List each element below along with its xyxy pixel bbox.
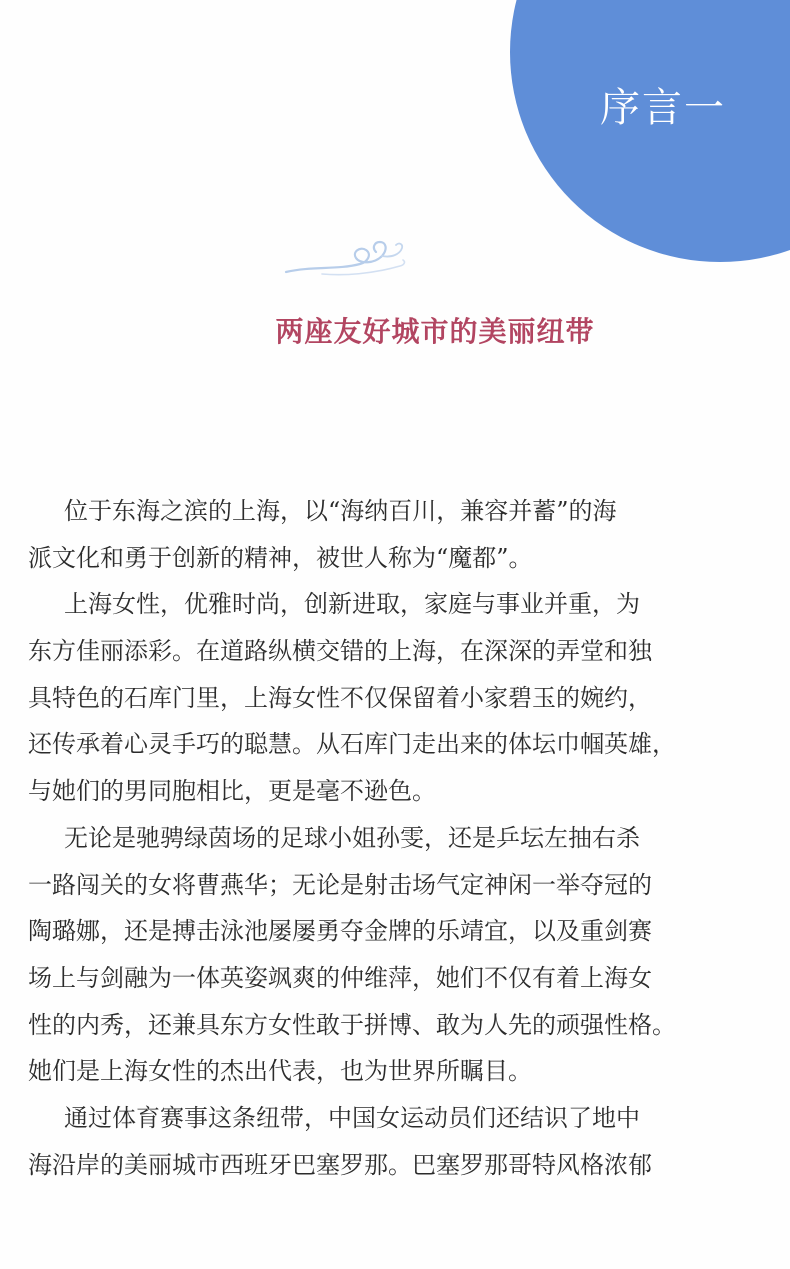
paragraph-1	[28, 488, 713, 581]
text-line: 无论是驰骋绿茵场的足球小姐孙雯，还是乒坛左抽右杀	[64, 823, 640, 852]
paragraph-2	[28, 581, 713, 814]
text-line: 陶璐娜，还是搏击泳池屡屡勇夺金牌的乐靖宜，以及重剑赛	[28, 917, 652, 946]
text-line: 上海女性，优雅时尚，创新进取，家庭与事业并重，为	[64, 590, 640, 619]
text-line: 性的内秀，还兼具东方女性敢于拼博、敢为人先的顽强性格。	[28, 1010, 676, 1039]
text-line: 场上与剑融为一体英姿飒爽的仲维萍，她们不仅有着上海女	[28, 963, 652, 992]
text-line: 一路闯关的女将曹燕华；无论是射击场气定神闲一举夺冠的	[28, 870, 652, 899]
text-line: 位于东海之滨的上海，以“海纳百川，兼容并蓄”的海	[64, 497, 617, 525]
text-line: 还传承着心灵手巧的聪慧。从石库门走出来的体坛巾帼英雄，	[28, 730, 676, 759]
body-text	[28, 488, 713, 1188]
text-line: 海沿岸的美丽城市西班牙巴塞罗那。巴塞罗那哥特风格浓郁	[28, 1150, 652, 1179]
paragraph-3	[28, 815, 713, 1095]
text-line: 与她们的男同胞相比，更是毫不逊色。	[28, 777, 436, 806]
text-line: 具特色的石库门里，上海女性不仅保留着小家碧玉的婉约，	[28, 683, 652, 712]
preface-label: 序言一	[600, 85, 726, 131]
chapter-title: 两座友好城市的美丽纽带	[275, 315, 595, 348]
paragraph-4	[28, 1095, 713, 1188]
text-line: 通过体育赛事这条纽带，中国女运动员们还结识了地中	[64, 1103, 640, 1132]
swirl-ornament-icon	[282, 236, 412, 282]
text-line: 东方佳丽添彩。在道路纵横交错的上海，在深深的弄堂和独	[28, 637, 652, 666]
text-line: 她们是上海女性的杰出代表，也为世界所瞩目。	[28, 1057, 532, 1086]
text-line: 派文化和勇于创新的精神，被世人称为“魔都”。	[28, 543, 533, 572]
